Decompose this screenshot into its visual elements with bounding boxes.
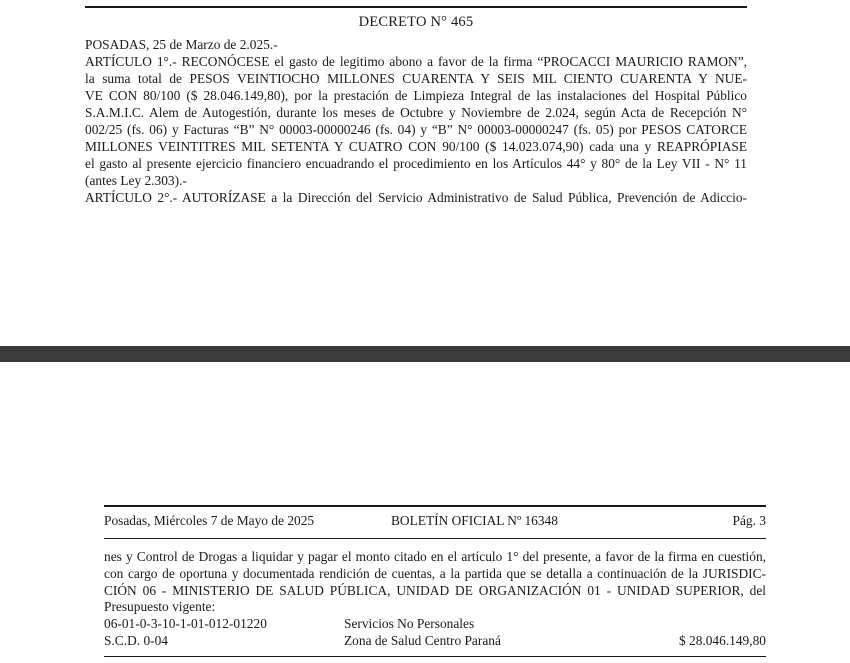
article-1-line: el gasto al presente ejercicio financiero encuadrando el procedimiento en los Artículos 44° y 80° de la Ley VII - N° 11 xyxy=(85,156,747,171)
decree-date-line: POSADAS, 25 de Marzo de 2.025.- xyxy=(85,37,278,52)
budget-code: S.C.D. 0-04 xyxy=(104,633,168,648)
header-page-number: Pág. 3 xyxy=(732,513,766,528)
page-separator xyxy=(0,346,850,362)
budget-description: Servicios No Personales xyxy=(344,616,475,631)
decree-title: DECRETO N° 465 xyxy=(358,14,474,30)
article-1-line: MILLONES VEINTITRES MIL SETENTA Y CUATRO CON 90/100 ($ 14.023.074,90) cada una y REAPRÓPIASE xyxy=(85,139,747,154)
budget-code: 06-01-0-3-10-1-01-012-01220 xyxy=(104,616,267,631)
continuation-line: CIÓN 06 - MINISTERIO DE SALUD PÚBLICA, UNIDAD DE ORGANIZACIÓN 01 - UNIDAD SUPERIOR, del xyxy=(104,583,766,598)
top-divider-rule xyxy=(85,6,747,8)
article-1-line: ARTÍCULO 1°.- RECONÓCESE el gasto de legitimo abono a favor de la firma “PROCACCI MAURICIO RAMON”, xyxy=(85,54,747,69)
article-2-line: ARTÍCULO 2°.- AUTORÍZASE a la Dirección del Servicio Administrativo de Salud Pública, Prevención de Adiccio- xyxy=(85,190,747,205)
article-1-line: la suma total de PESOS VEINTIOCHO MILLONES CUARENTA Y SEIS MIL CIENTO CUARENTA Y NUE- xyxy=(85,71,747,86)
continuation-line: con cargo de oportuna y documentada rendición de cuentas, a la partida que se detalla a continuación de la JURISDIC- xyxy=(104,566,766,581)
header-place-date: Posadas, Miércoles 7 de Mayo de 2025 xyxy=(104,513,315,528)
header-bulletin-number: BOLETÍN OFICIAL Nº 16348 xyxy=(391,513,558,528)
article-1-line: (antes Ley 2.303).- xyxy=(85,173,187,188)
article-1-line: VE CON 80/100 ($ 28.046.149,80), por la prestación de Limpieza Integral de las instalaciones del Hospital Público xyxy=(85,88,747,103)
article-1-line: S.A.M.I.C. Alem de Autogestión, durante los meses de Octubre y Noviembre de 2.024, según Acta de Recepción N° xyxy=(85,105,747,120)
budget-amount: $ 28.046.149,80 xyxy=(678,633,766,648)
header-bottom-rule xyxy=(104,538,766,539)
article-1-line: 002/25 (fs. 06) y Facturas “B” N° 00003-00000246 (fs. 04) y “B” N° 00003-00000247 (fs. 05) por PESOS CATORCE xyxy=(85,122,747,137)
budget-description: Zona de Salud Centro Paraná xyxy=(344,633,501,648)
continuation-line: nes y Control de Drogas a liquidar y pagar el monto citado en el artículo 1° del presente, a favor de la firma en cuestión, xyxy=(104,549,766,564)
continuation-line: Presupuesto vigente: xyxy=(104,599,216,614)
footer-rule xyxy=(104,656,766,657)
header-top-rule xyxy=(104,505,766,507)
